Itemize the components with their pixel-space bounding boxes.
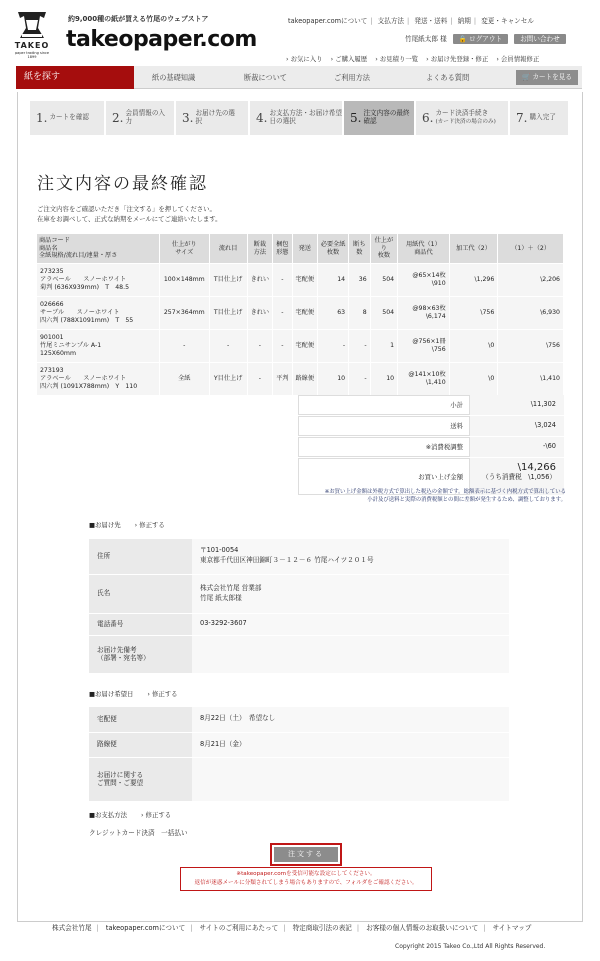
intro-text: ご注文内容をご確認いただき「注文する」を押してください。 在庫をお調べして、正式な納期をメールにてご連絡いたします。 <box>37 205 222 223</box>
delivery-row-note: お届け先備考 （部署・宛名等） <box>89 635 509 673</box>
totals <box>298 395 564 496</box>
grand-total-value: \14,266 <box>517 462 556 473</box>
step-2: 2. 会員情報の入力 <box>106 101 174 135</box>
nav-item-cutting[interactable]: 断裁について <box>244 73 287 82</box>
payment-heading: ■お支払方法 › 修正する <box>89 811 172 819</box>
order-row: 026666 サーブル スノーホワイト 四六判 (788X1091mm) T 55 257×364mm T目仕上げ きれい - 宅配便 63 8 504 @98×63枚 \6,174 \756 \6,930 <box>37 297 564 330</box>
top-links: takeopaper.comについて | 支払方法 | 発送・送料 | 納期 | 変更・キャンセル <box>288 17 534 25</box>
copyright: Copyright 2015 Takeo Co.,Ltd All Rights Reserved. <box>395 943 546 950</box>
footer-link-company[interactable]: 株式会社竹尾 <box>52 924 92 932</box>
edit-delivery-link[interactable]: › 修正する <box>134 521 165 529</box>
sub-link-addresses[interactable]: › お届け先登録・修正 <box>426 55 489 63</box>
delivery-row-address: 住所 〒101-0054 東京都千代田区神田錦町３－１２－６ 竹尾ハイツ２０１号 <box>89 539 509 574</box>
date-table <box>89 707 509 802</box>
sub-link-history[interactable]: › ご購入履歴 <box>330 55 368 63</box>
user-greeting: 竹尾紙太郎 様 <box>405 35 447 43</box>
delivery-row-name: 氏名 株式会社竹尾 営業部 竹尾 紙太郎様 <box>89 574 509 613</box>
top-link-about[interactable]: takeopaper.comについて <box>288 17 368 25</box>
top-link-delivery[interactable]: 納期 <box>457 17 471 25</box>
footer-link-sitemap[interactable]: サイトマップ <box>492 924 532 932</box>
order-row: 901001 竹尾ミニサンプル A-1 125X60mm - - - - 宅配便 - - 1 @756×1冊 \756 \0 \756 <box>37 330 564 363</box>
footer-link-privacy[interactable]: お客様の個人情報のお取扱いについて <box>366 924 479 932</box>
sub-link-quotes[interactable]: › お見積り一覧 <box>375 55 419 63</box>
order-table-header: 商品コード 商品名 全紙規格/流れ目/連量・厚さ 仕上がり サイズ 流れ目 断裁 方法 梱包 形態 発送 必要全紙 枚数 断ち数 仕上がり 枚数 用紙代（1） 商品代 加工代（2） （1）＋（2） <box>37 234 564 264</box>
tax-adjust-label: ※消費税調整 <box>298 437 470 457</box>
sub-links <box>280 55 539 63</box>
site-name[interactable]: takeopaper.com <box>66 27 257 52</box>
top-link-payment[interactable]: 支払方法 <box>377 17 405 25</box>
logo-text: TAKEO <box>14 41 50 50</box>
payment-method: クレジットカード決済 一括払い <box>89 829 188 837</box>
step-5-current: 5. 注文内容の最終確認 <box>344 101 414 135</box>
subtotal-value: \11,302 <box>470 395 564 415</box>
footer-links: 株式会社竹尾 | takeopaper.comについて | サイトのご利用にあたって | 特定商取引法の表記 | お客様の個人情報のお取扱いについて | サイトマップ <box>52 924 532 932</box>
footer-link-law[interactable]: 特定商取引法の表記 <box>292 924 352 932</box>
nav-item-search-paper[interactable]: 紙を探す <box>16 66 134 89</box>
email-warning: ※takeopaper.comを受信可能な設定にしてください。 返信が迷惑メールに分類されてしまう場合もありますので、フォルダをご確認ください。 <box>180 867 432 891</box>
delivery-heading: ■お届け先 › 修正する <box>89 521 165 529</box>
date-row-requests: お届けに関する ご質問・ご要望 <box>89 757 509 801</box>
nav-item-basics[interactable]: 紙の基礎知識 <box>152 73 196 82</box>
grand-total-tax: （うち消費税 \1,056） <box>482 473 556 481</box>
shipping-value: \3,024 <box>470 416 564 436</box>
contact-button[interactable]: お問い合わせ <box>514 34 566 44</box>
lock-icon: 🔒 <box>458 35 467 43</box>
page-title: 注文内容の最終確認 <box>37 174 208 194</box>
order-row: 273235 アラベール スノーホワイト 菊判 (636X939mm) T 48.5 100×148mm T目仕上げ きれい - 宅配便 14 36 504 @65×14枚 \910 \1,296 \2,206 <box>37 264 564 297</box>
shipping-label: 送料 <box>298 416 470 436</box>
step-1: 1. カートを確認 <box>30 101 104 135</box>
order-row: 273193 アラベール スノーホワイト 四六判 (1091X788mm) Y 110 全紙 Y目仕上げ - 平判 路線便 10 - 10 @141×10枚 \1,410 \0 \1,410 <box>37 363 564 396</box>
delivery-table <box>89 539 509 674</box>
date-heading: ■お届け希望日 › 修正する <box>89 690 178 698</box>
user-line <box>405 34 566 44</box>
date-row-rosenbin: 路線便 8月21日（金） <box>89 732 509 757</box>
subtotal-label: 小計 <box>298 395 470 415</box>
step-7: 7. 購入完了 <box>510 101 568 135</box>
nav-item-usage[interactable]: ご利用方法 <box>334 73 370 82</box>
step-3: 3. お届け先の選択 <box>176 101 248 135</box>
logout-button[interactable]: 🔒 ログアウト <box>453 34 508 44</box>
nav-item-faq[interactable]: よくある質問 <box>426 73 470 82</box>
grand-total-label: お買い上げ金額 <box>298 458 470 495</box>
edit-date-link[interactable]: › 修正する <box>147 690 178 698</box>
sub-link-member[interactable]: › 会員情報修正 <box>496 55 540 63</box>
sub-link-favorites[interactable]: › お気に入り <box>286 55 323 63</box>
step-6: 6. カード決済手続き (カード決済の場合のみ) <box>416 101 508 135</box>
takeo-logo[interactable] <box>14 8 50 58</box>
tagline: 約9,000種の紙が買える竹尾のウェブストア <box>68 15 209 23</box>
logo-subtext: paper trading since 1899 <box>14 51 50 60</box>
order-table <box>36 233 564 396</box>
submit-highlight <box>270 843 342 866</box>
tax-adjust-value: -\60 <box>470 437 564 457</box>
place-order-button[interactable]: 注文する <box>274 847 338 862</box>
view-cart-button[interactable]: 🛒 カートを見る <box>516 70 578 85</box>
cart-icon: 🛒 <box>522 73 531 81</box>
delivery-row-phone: 電話番号 03-3292-3607 <box>89 613 509 635</box>
top-link-shipping[interactable]: 発送・送料 <box>414 17 448 25</box>
tax-note: ※お買い上げ金額は外税方式で算出した税込の金額です。総額表示に基づく内税方式で算出している 小計及び送料と実際の消費税額との間に差額が発生するため、調整しております。 <box>324 489 566 504</box>
main-nav <box>16 66 582 89</box>
footer-link-about[interactable]: takeopaper.comについて <box>105 924 186 932</box>
step-4: 4. お支払方法・お届け希望日の選択 <box>250 101 342 135</box>
date-row-takkyubin: 宅配便 8月22日（土） 希望なし <box>89 707 509 732</box>
checkout-steps <box>30 101 568 135</box>
footer-link-terms[interactable]: サイトのご利用にあたって <box>199 924 279 932</box>
top-link-cancel[interactable]: 変更・キャンセル <box>481 17 534 25</box>
edit-payment-link[interactable]: › 修正する <box>141 811 172 819</box>
